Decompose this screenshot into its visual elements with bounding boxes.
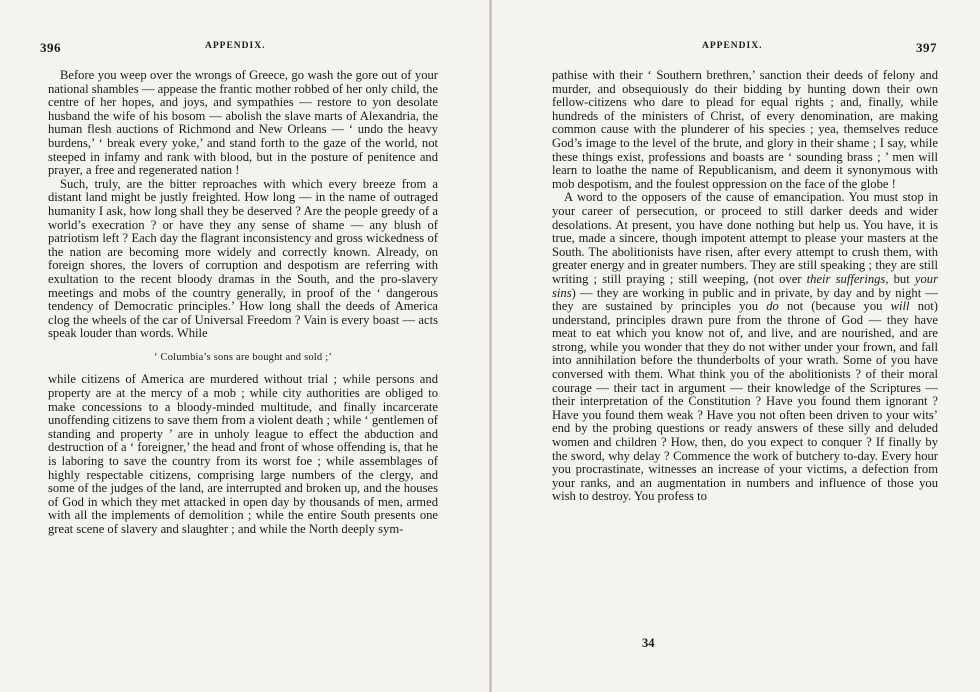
left-page-header [40, 40, 440, 56]
paragraph-continuation: while citizens of America are murdered without trial ; while persons and property are at the mercy of a mob ; while city authorities are obliged to make concessions to a bloody-minded multitude, and finally incarcerate unoffending citizens to save them from a violent death ; while ‘ gentlemen of standing and property ’ are in unholy league to effect the abduction and destruction of a ‘ foreigner,’ the head and front of whose offending is, that he is laboring to save the country from its worst foe ; while assemblages of highly respectable citizens, comprising large numbers of the clergy, and some of the judges of the land, are interrupted and broken up, and the houses of God in which they met attacked in open day by thousands of men, armed with all the implements of demolition ; while the entire South presents one great scene of slavery and slaughter ; and while the North deeply sym- [48, 372, 438, 536]
paragraph: Such, truly, are the bitter reproaches with which every breeze from a distant land might be justly freighted. How long — in the name of outraged humanity I ask, how long shall they be deserved ? Are the people greedy of a world’s execration ? or have they any sense of shame — any blush of patriotism left ? Each day the flagrant inconsistency and gross wickedness of the nation are becoming more widely and correctly known. Already, on foreign shores, the lovers of corruption and despotism are referring with exultation to the recent bloody dramas in the South, and the pro-slavery meetings and mobs of the country generally, in proof of the ‘ dangerous tendency of Democratic principles.’ How long shall the deeds of America clog the wheels of the car of Universal Freedom ? Vain is every boast — acts speak louder than words. While [48, 176, 438, 341]
running-head: APPENDIX. [205, 41, 266, 51]
paragraph: pathise with their ‘ Southern brethren,’ sanction their deeds of felony and murder, and obsequiously do their bidding by hunting down their own fellow-citizens who dare to plead for equal rights ; and, finally, while hundreds of the ministers of Christ, of every denomination, are making common cause with the plunderer of his species ; yea, themselves reduce God’s image to the level of the brute, and glory in their shame ; I say, while these things exist, professions and boasts are ‘ sounding brass ; ’ men will learn to loathe the name of Republicanism, and deem it synonymous with mob despotism, and the foulest oppression on the face of the globe ! [552, 68, 938, 191]
text-run: ) — they are working in public and in private, by day and by night — they are sustained by principles you [552, 285, 938, 314]
italic-text: your sins [552, 271, 938, 300]
text-run: not (because you [778, 299, 891, 314]
italic-text: their sufferings [806, 271, 886, 286]
text-run: A word to the opposers of the cause of emancipation. You must stop in your career of persecution, or proceed to still darker deeds and wider desolations. At present, you have done nothing but help us. You have, it is true, made a sincere, though impotent attempt to please your masters at the South. The abolitionists have risen, after every attempt to crush them, with greater energy and in greater numbers. They are still speaking ; they are still writing ; still praying ; still weeping, (not over [552, 190, 938, 286]
block-quote: ‘ Columbia’s sons are bought and sold ;’ [153, 351, 333, 363]
italic-text: will [890, 299, 910, 314]
text-run: not) understand, principles drawn pure from the throne of God — they have meat to eat which you know not of, and live, and are nourished, and are strong, while you wonder that they do not wither under your frown, and fall into annihilation before the thunderbolts of your wrath. Some of you have conversed with them. What think you of the abolitionists ? of their moral courage — their tact in argument — their knowledge of the Scriptures — their interpretation of the Constitution ? Have you found them ignorant ? Have you found them weak ? Have you not often been driven to your wits’ end by the probing questions or ready answers of these silly and deluded women and children ? How, then, do you expect to conquer ? If finally by the sword, why delay ? Commence the work of butchery to-day. Every hour you procrastinate, witnesses an increase of your victims, a defection from your ranks, and an augmentation in numbers and influence of those you wish to destroy. You profess to [552, 299, 938, 504]
page-number: 397 [916, 40, 937, 55]
running-head: APPENDIX. [702, 41, 763, 51]
left-page [0, 0, 489, 692]
paragraph: Before you weep over the wrongs of Greece, go wash the gore out of your national shambles — appease the frantic mother robbed of her only child, the centre of her hopes, and joys, and sympathies — restore to yon desolate husband the wife of his bosom — abolish the slave marts of Alexandria, the human flesh auctions of Richmond and New Orleans — ‘ undo the heavy burdens,’ ‘ break every yoke,’ and stand forth to the gaze of the world, not steeped in infamy and rank with blood, but in the posture of penitence and prayer, a free and regenerated nation ! [48, 68, 438, 178]
right-text-column [552, 69, 938, 504]
page-number: 396 [40, 40, 61, 55]
italic-text: do [766, 299, 779, 314]
right-page [492, 0, 980, 692]
paragraph [552, 191, 938, 504]
signature-mark: 34 [642, 636, 655, 650]
right-page-header [552, 40, 937, 56]
text-run: , but [885, 271, 915, 286]
left-text-column [48, 69, 438, 537]
